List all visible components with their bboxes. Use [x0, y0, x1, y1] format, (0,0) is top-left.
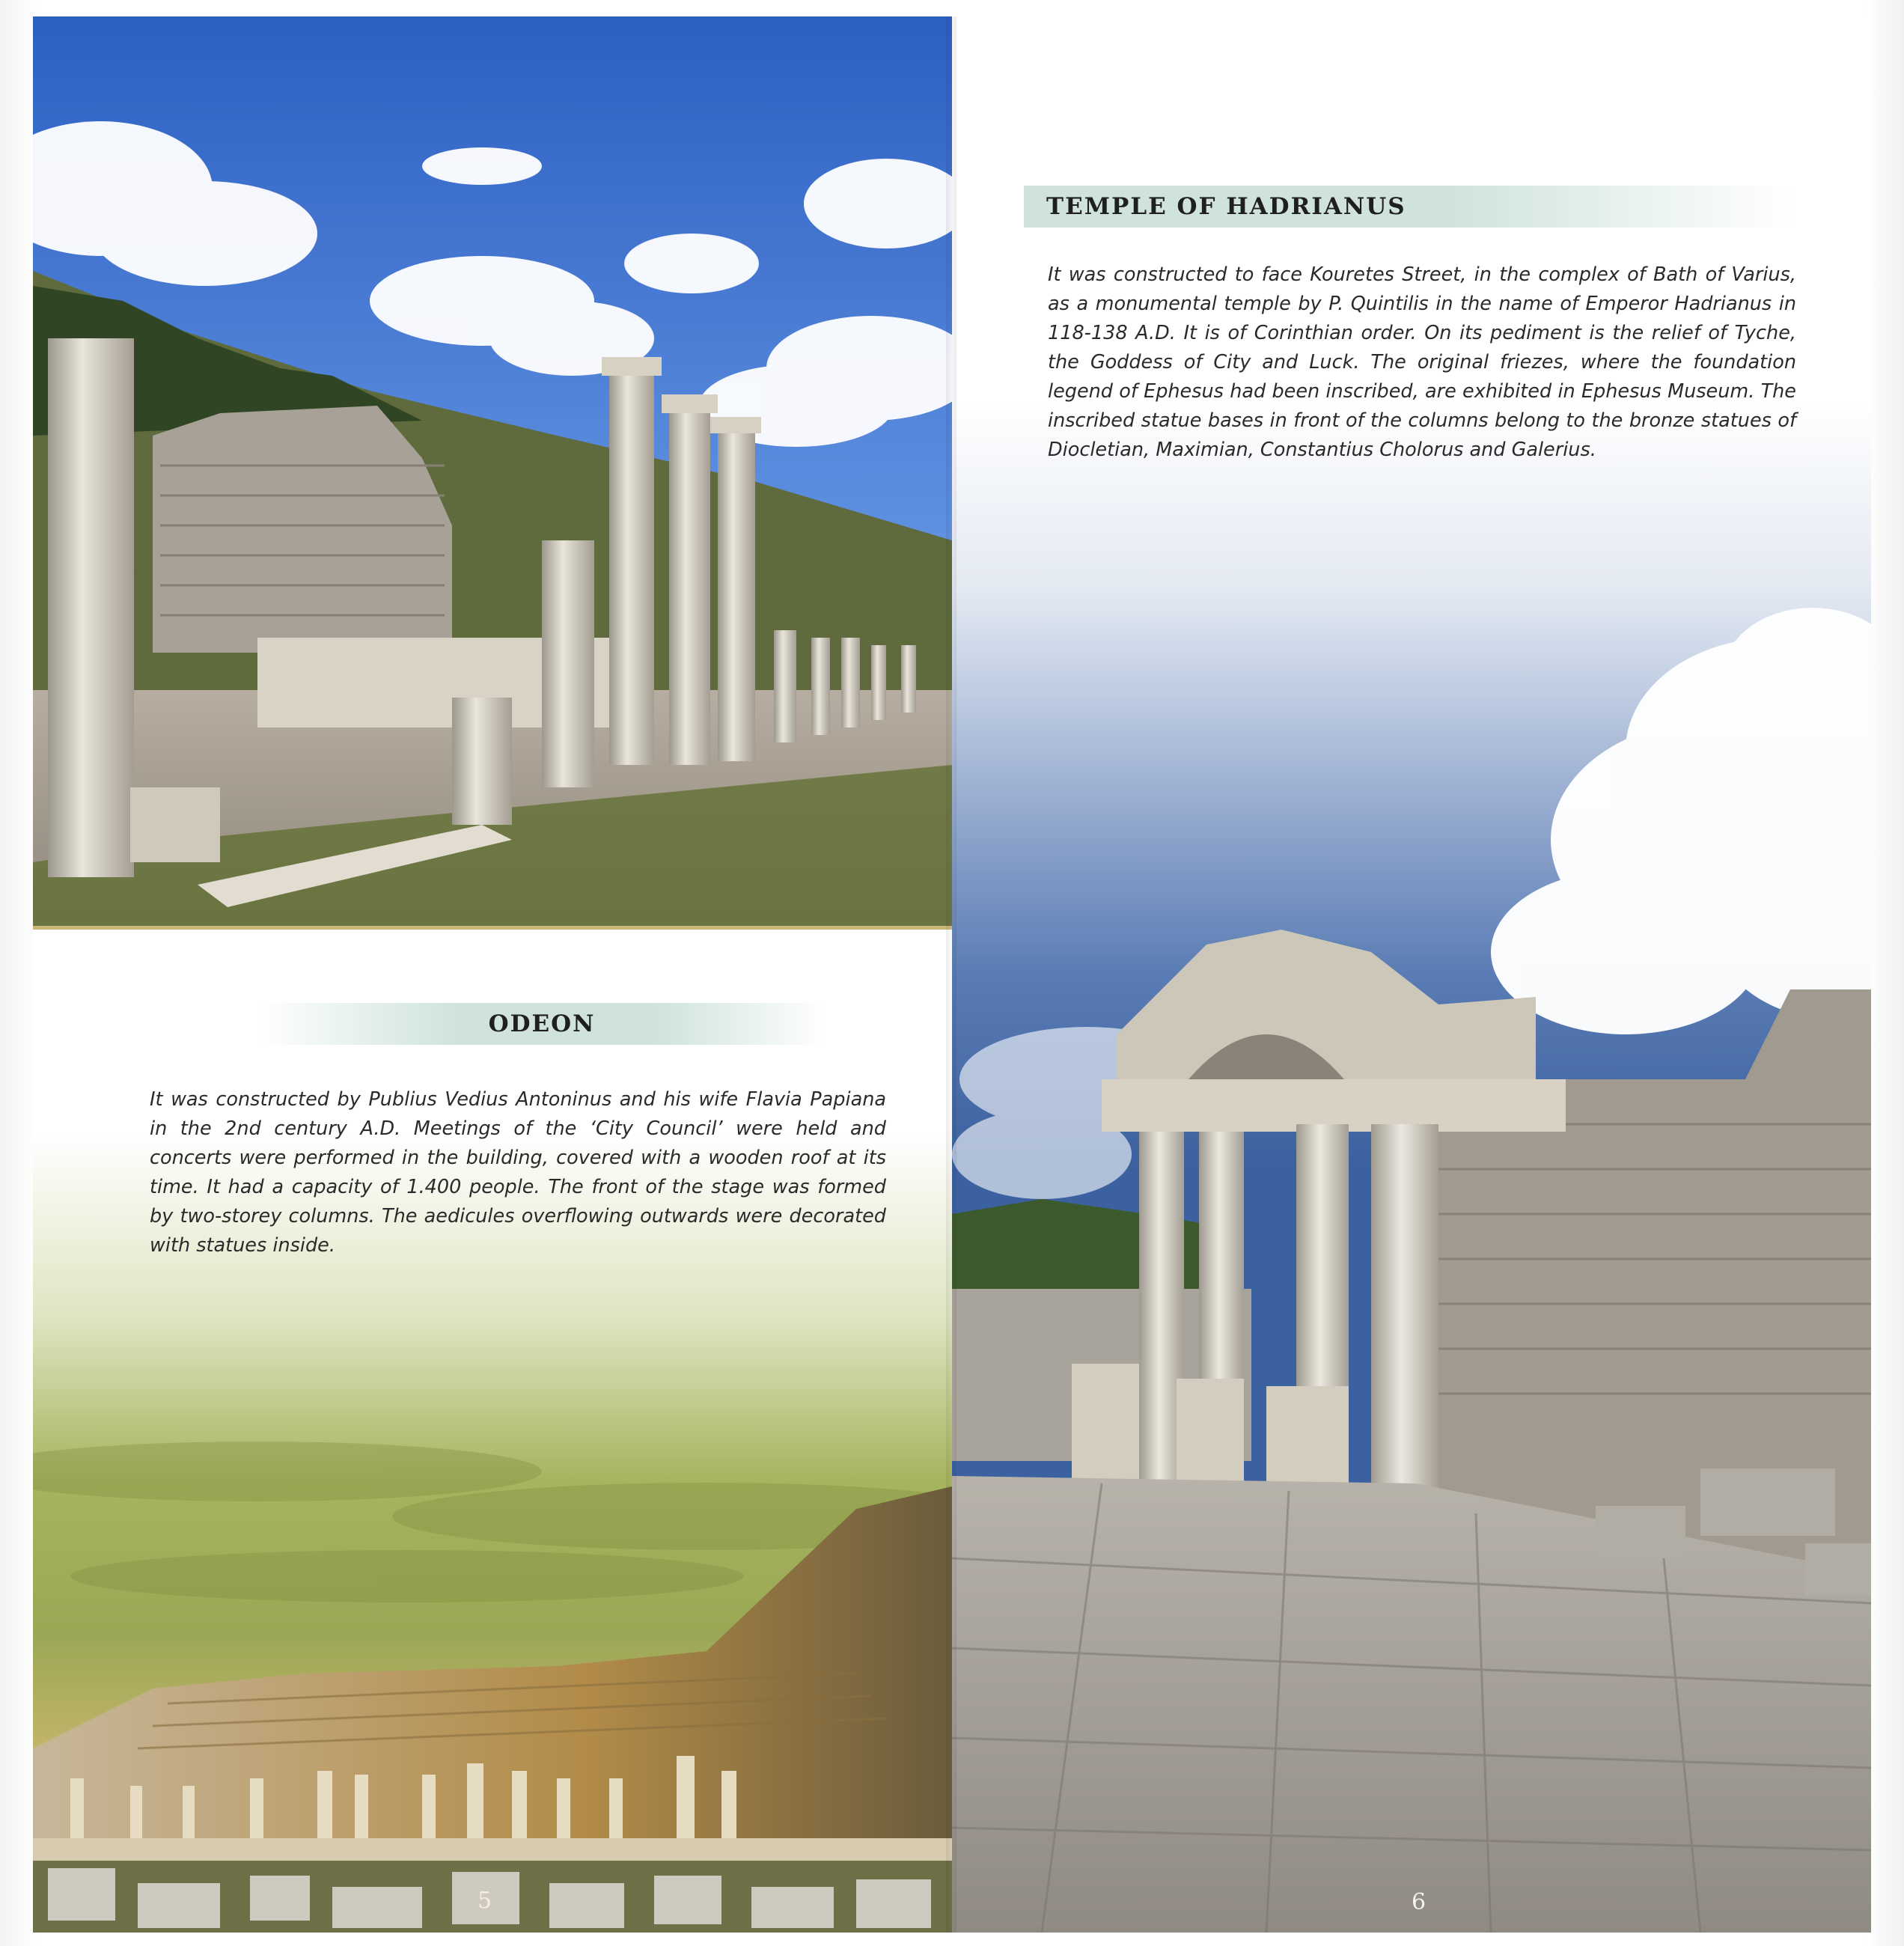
odeon-heading-bar	[257, 1003, 826, 1045]
book-gutter	[946, 16, 956, 1933]
temple-heading-bar	[1024, 186, 1795, 228]
odeon-paragraph: It was constructed by Publius Vedius Antoninus and his wife Flavia Papiana in the 2nd century A.D. Meetings of the ‘City Council’ were held and concerts were performed in the building, covered with a wooden roof at its time. It had a capacity of 1.400 people. The front of the stage was formed by two-storey columns. The aedicules overflowing outwards were decorated with statues inside.	[150, 1088, 886, 1257]
photo-divider	[33, 926, 952, 930]
right-page	[952, 16, 1871, 1933]
colonnade-street-photo	[33, 16, 952, 926]
page-number-right: 6	[1412, 1889, 1427, 1915]
odeon-heading: ODEON	[488, 1010, 596, 1037]
page-number-left: 5	[477, 1888, 492, 1914]
left-page	[33, 16, 952, 1933]
temple-heading: TEMPLE OF HADRIANUS	[1046, 193, 1406, 220]
odeon-photo	[33, 933, 952, 1933]
temple-paragraph: It was constructed to face Kouretes Street, in the complex of Bath of Varius, as a monumental temple by P. Quintilis in the name of Emperor Hadrianus in 118-138 A.D. It is of Corinthian order. On its pediment is the relief of Tyche, the Goddess of City and Luck. The original friezes, where the foundation legend of Ephesus had been inscribed, are exhibited in Ephesus Museum. The inscribed statue bases in front of the columns belong to the bronze statues of Diocletian, Maximian, Constantius Cholorus and Galerius.	[1048, 263, 1796, 461]
